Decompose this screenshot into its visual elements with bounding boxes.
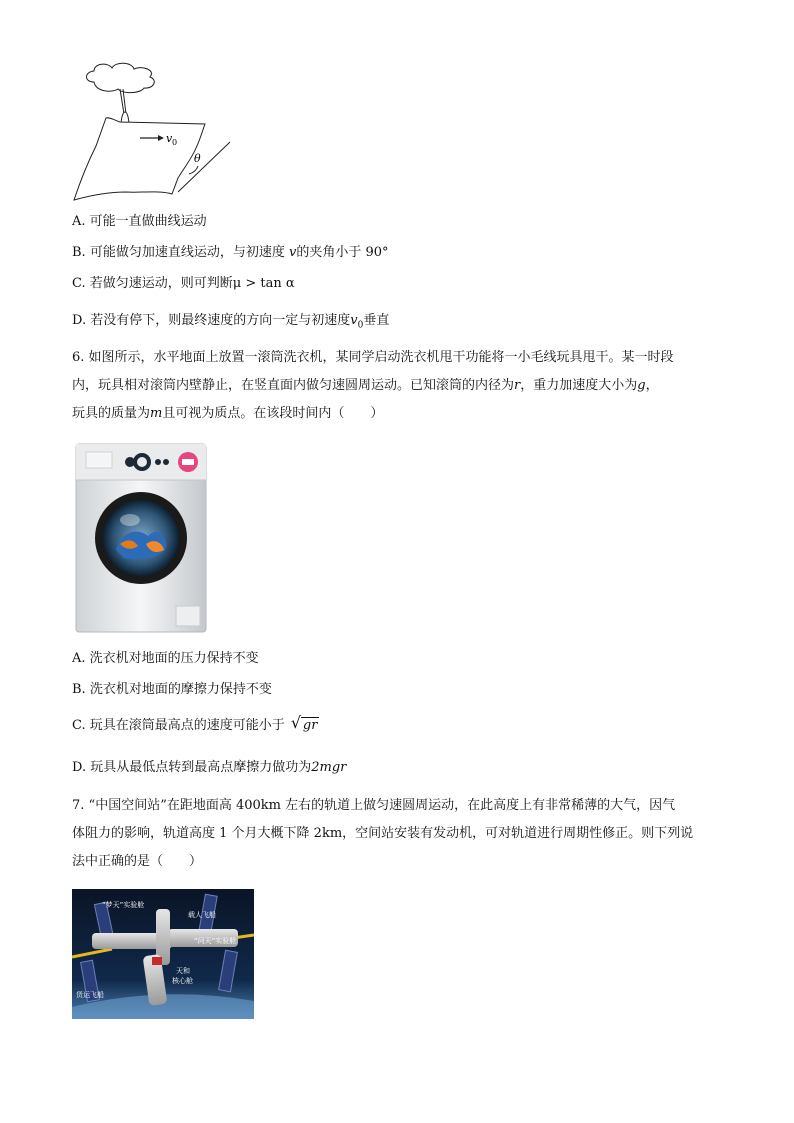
q5-option-b: B. 可能做匀加速直线运动，与初速度 v的夹角小于 90° bbox=[72, 245, 389, 260]
q6-stem: 6. 如图所示，水平地面上放置一滚筒洗衣机，某同学启动洗衣机甩干功能将一小毛线玩具甩干。某一时段 内，玩具相对滚筒内壁静止，在竖直面内做匀速圆周运动。已知滚筒的内径为r，重力加速度大小为g， 玩具的质量为m且可视为质点。在该段时间内（ ） bbox=[72, 350, 674, 421]
q6-option-c: C. 玩具在滚筒最高点的速度可能小于 √ gr bbox=[72, 716, 319, 736]
q5-option-a: A. 可能一直做曲线运动 bbox=[72, 214, 207, 229]
q5-option-c: C. 若做匀速运动，则可判断μ > tan α bbox=[72, 276, 295, 291]
svg-text:“问天”实验舱: “问天”实验舱 bbox=[194, 937, 237, 945]
q6-option-a: A. 洗衣机对地面的压力保持不变 bbox=[72, 651, 259, 666]
sqrt-expression: √ gr bbox=[290, 713, 318, 733]
svg-text:货运飞船: 货运飞船 bbox=[76, 991, 104, 999]
incline-surface bbox=[74, 118, 205, 200]
q7-number: 7. bbox=[72, 798, 85, 813]
q6-option-d: D. 玩具从最低点转到最高点摩擦力做功为2mgr bbox=[72, 760, 347, 775]
svg-text:天和: 天和 bbox=[176, 967, 190, 975]
q7-stem: 7. “中国空间站”在距地面高 400km 左右的轨道上做匀速圆周运动，在此高度上有非常稀薄的大气，因气 体阻力的影响，轨道高度 1 个月大概下降 2km，空间站安装有发动机，可对轨道进行周期性修正。则下列说 法中正确的是（ ） bbox=[72, 798, 694, 869]
v0-label: v bbox=[166, 132, 173, 145]
q6-option-b: B. 洗衣机对地面的摩擦力保持不变 bbox=[72, 682, 272, 697]
inclined-plane-figure bbox=[70, 62, 240, 202]
svg-text:“梦天”实验舱: “梦天”实验舱 bbox=[102, 901, 145, 909]
svg-text:核心舱: 核心舱 bbox=[172, 977, 193, 985]
q5-option-d: D. 若没有停下，则最终速度的方向一定与初速度$v_0$垂直 bbox=[72, 313, 390, 331]
svg-text:载人飞船: 载人飞船 bbox=[188, 911, 216, 919]
q6-number: 6. bbox=[72, 350, 85, 365]
theta-label: θ bbox=[194, 152, 201, 165]
cloud-shape bbox=[87, 63, 155, 92]
washing-machine-image bbox=[72, 440, 210, 634]
svg-text:0: 0 bbox=[172, 138, 178, 147]
space-station-image bbox=[72, 889, 254, 1019]
